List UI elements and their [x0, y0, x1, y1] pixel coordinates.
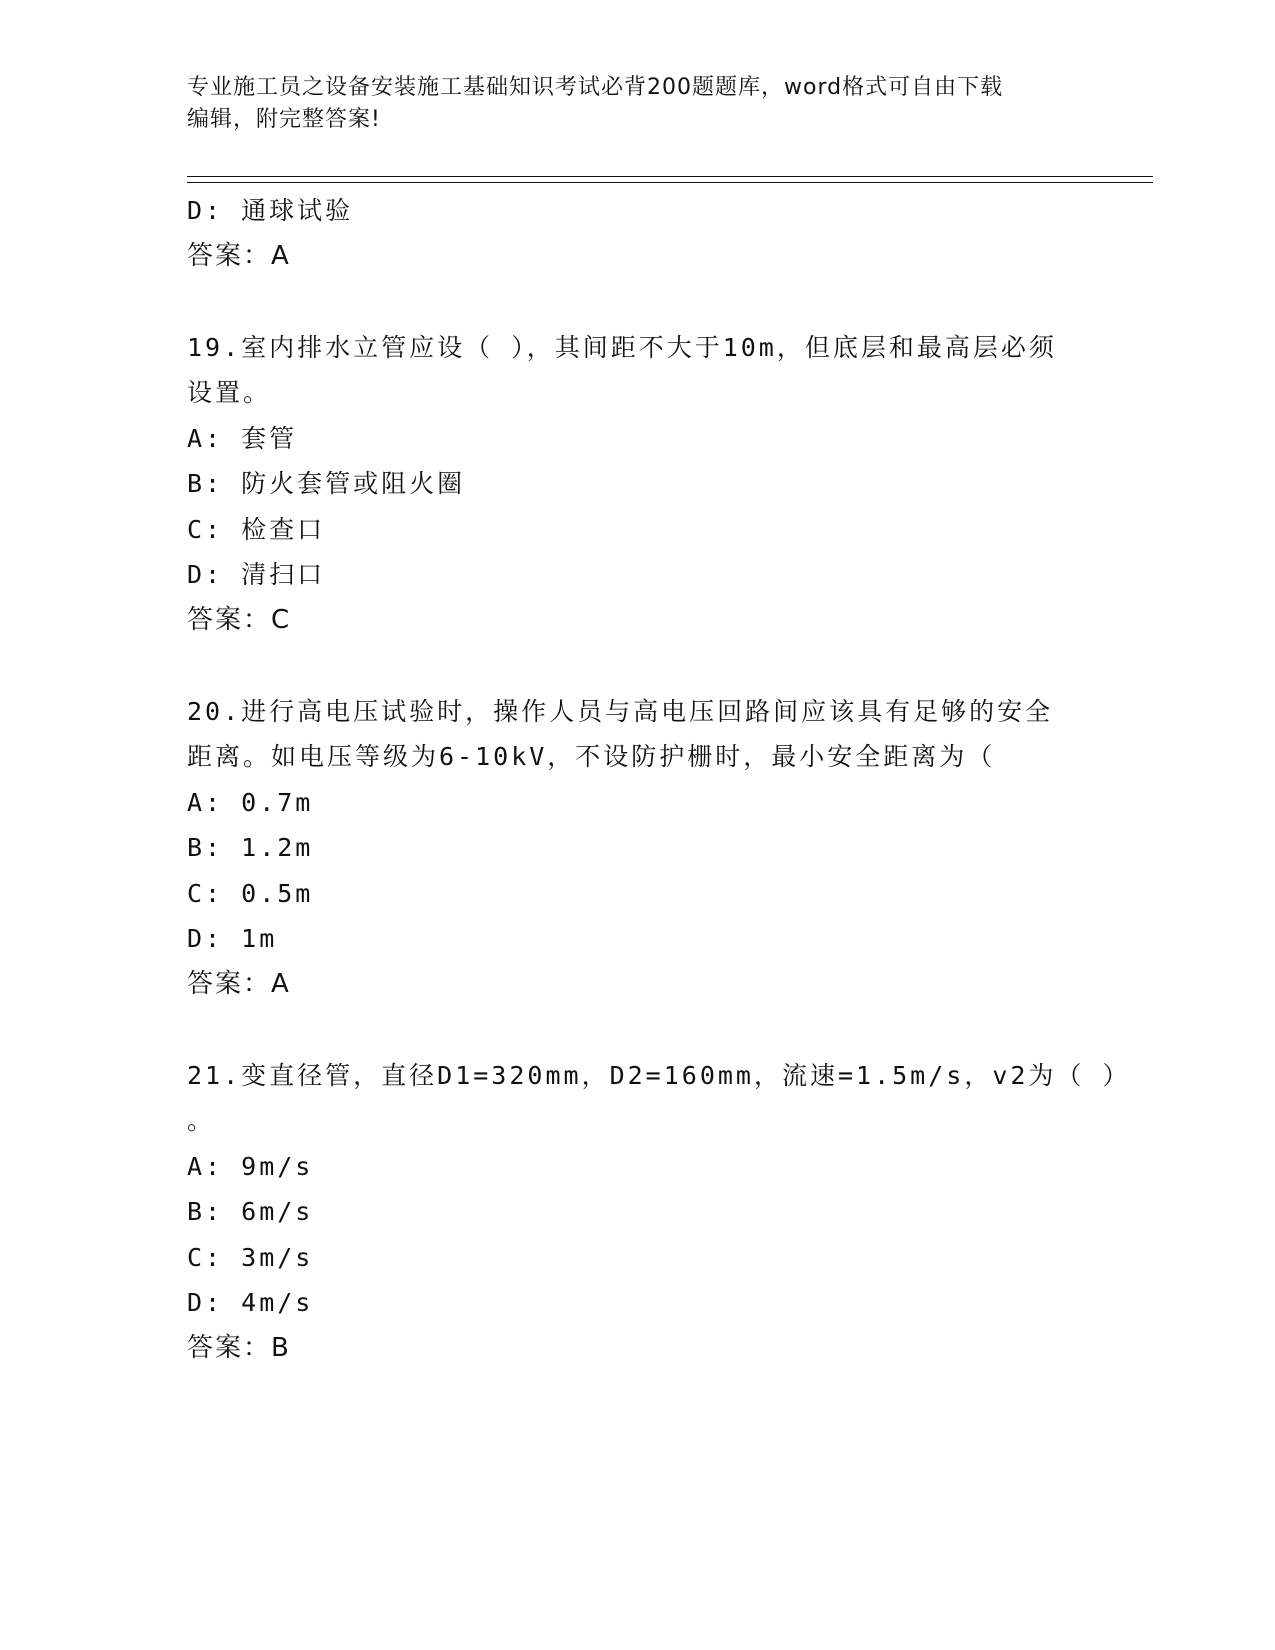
header-line-2: 编辑，附完整答案! [187, 107, 381, 132]
option-c: C: 检查口 [187, 514, 326, 544]
question-list [187, 188, 1131, 1371]
header-divider-top [187, 176, 1153, 177]
option-b: B: 6m/s [187, 1197, 314, 1226]
option-d: D: 通球试验 [187, 196, 354, 225]
spacer [187, 279, 1087, 325]
option-d: D: 1m [187, 924, 278, 953]
question-19 [187, 325, 1087, 644]
question-text-line-1: 21.变直径管，直径D1=320mm，D2=160mm，流速=1.5m/s，v2为（ ） [187, 1060, 1131, 1090]
answer: 答案：A [187, 240, 291, 271]
option-b: B: 1.2m [187, 833, 314, 862]
answer: 答案：A [187, 968, 291, 999]
answer: 答案：B [187, 1332, 291, 1363]
spacer [187, 1007, 1087, 1053]
document-header [187, 72, 1067, 136]
header-line-1: 专业施工员之设备安装施工基础知识考试必背200题题库，word格式可自由下载 [187, 75, 1004, 100]
option-b: B: 防火套管或阻火圈 [187, 469, 466, 498]
option-a: A: 0.7m [187, 787, 314, 817]
option-a: A: 9m/s [187, 1151, 314, 1181]
option-a: A: 套管 [187, 423, 298, 453]
option-c: C: 3m/s [187, 1242, 314, 1272]
question-text-line-1: 19.室内排水立管应设（ ），其间距不大于10m，但底层和最高层必须 [187, 332, 1057, 362]
question-20 [187, 689, 1087, 1008]
question-21 [187, 1053, 1131, 1372]
answer: 答案：C [187, 604, 292, 635]
question-text-line-2: 距离。如电压等级为6-10kV，不设防护栅时，最小安全距离为（ [187, 742, 996, 771]
previous-question-tail [187, 188, 1087, 279]
option-d: D: 清扫口 [187, 560, 326, 589]
question-text-line-2: 。 [187, 1106, 216, 1135]
question-text-line-1: 20.进行高电压试验时，操作人员与高电压回路间应该具有足够的安全 [187, 696, 1054, 726]
question-text-line-2: 设置。 [187, 378, 272, 407]
option-c: C: 0.5m [187, 878, 314, 908]
header-divider-bottom [187, 182, 1153, 183]
spacer [187, 643, 1087, 689]
option-d: D: 4m/s [187, 1288, 314, 1317]
